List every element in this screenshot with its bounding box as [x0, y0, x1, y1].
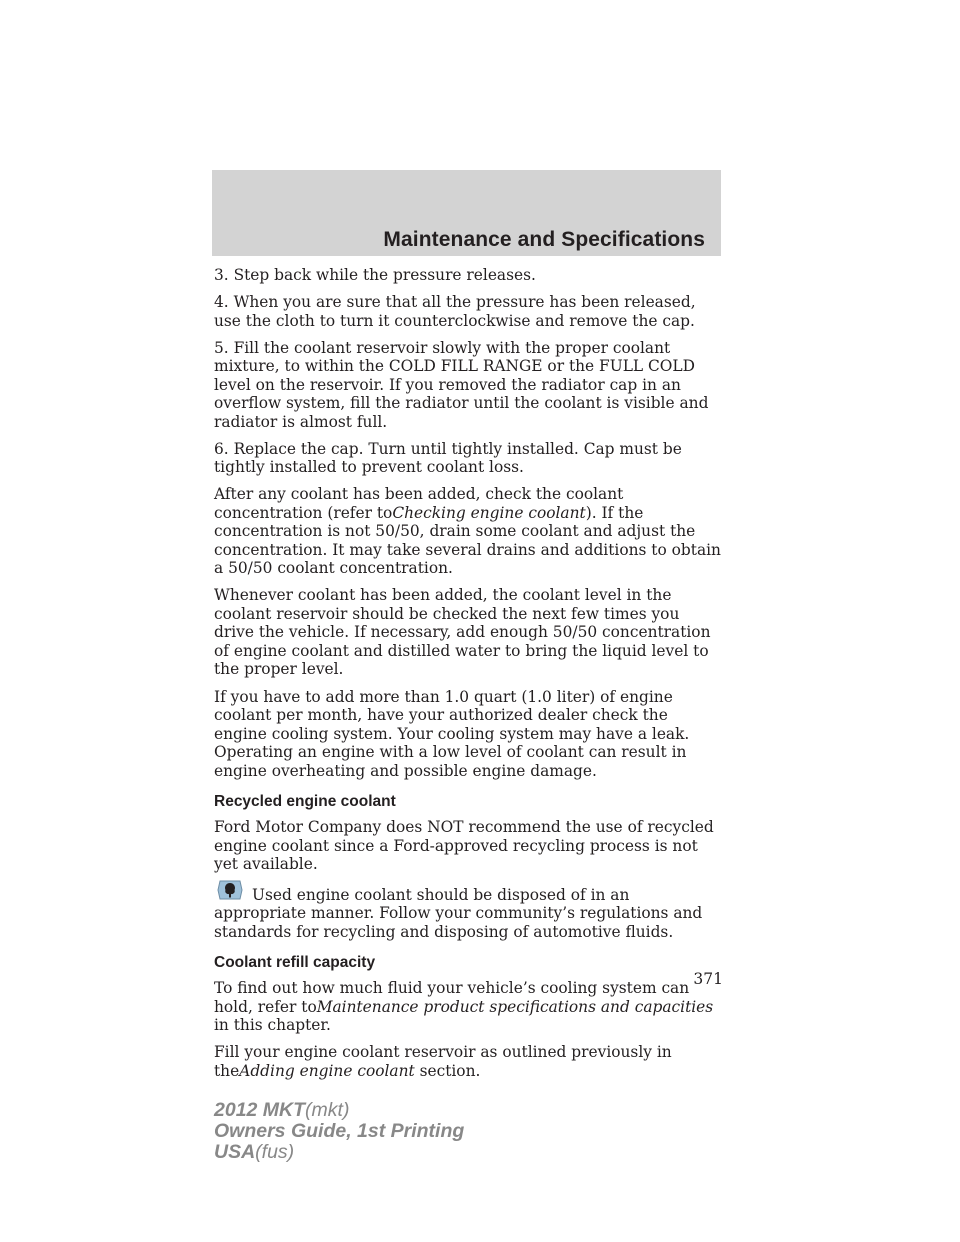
cross-reference: Checking engine coolant — [392, 503, 586, 522]
footer-line: 2012 MKT(mkt) — [214, 1099, 350, 1121]
page-number: 371 — [693, 970, 723, 988]
section-header — [212, 170, 721, 256]
paragraph: Ford Motor Company does NOT recommend the use of recycled engine coolant since a Ford-approved recycling process is not yet available. — [214, 818, 714, 874]
page-body — [214, 266, 724, 1089]
paragraph: 6. Replace the cap. Turn until tightly installed. Cap must be tightly installed to prevent coolant loss. — [214, 439, 682, 477]
cross-reference: Adding engine coolant — [239, 1061, 415, 1080]
footer-line: Owners Guide, 1st Printing — [214, 1120, 465, 1142]
paragraph: 4. When you are sure that all the pressure has been released, use the cloth to turn it counterclockwise and remove the cap. — [214, 293, 696, 330]
paragraph: 3. Step back while the pressure releases. — [214, 266, 536, 284]
paragraph: Fill your engine coolant reservoir as outlined previously in theAdding engine coolant section. — [214, 1043, 672, 1080]
paragraph: If you have to add more than 1.0 quart (1.0 liter) of engine coolant per month, have your authorized dealer check the engine cooling system. Your cooling system may have a leak. Operating an engine with a low level of coolant can result in engine overheating and possible engine damage. — [214, 687, 690, 780]
section-heading: Coolant refill capacity — [214, 954, 376, 972]
paragraph: Whenever coolant has been added, the coolant level in the coolant reservoir should be checked the next few times you drive the vehicle. If necessary, add enough 50/50 concentration of engine coolant and distilled water to bring the liquid level to the proper level. — [214, 586, 711, 679]
footer-line: USA(fus) — [214, 1141, 295, 1163]
tree-icon — [216, 879, 244, 901]
paragraph: To find out how much fluid your vehicle’s cooling system can hold, refer toMaintenance product specifications and capacities in this chapter. — [214, 979, 714, 1035]
section-title: Maintenance and Specifications — [383, 228, 705, 251]
paragraph: After any coolant has been added, check the coolant concentration (refer toChecking engine coolant). If the concentration is not 50/50, drain some coolant and adjust the concentration. It may take several drains and additions to obtain a 50/50 coolant concentration. — [214, 485, 721, 578]
paragraph: 5. Fill the coolant reservoir slowly with the proper coolant mixture, to within the COLD FILL RANGE or the FULL COLD level on the reservoir. If you removed the radiator cap in an overflow system, fill the radiator until the coolant is visible and radiator is almost full. — [214, 338, 709, 431]
section-heading: Recycled engine coolant — [214, 793, 396, 811]
print-footer — [214, 1100, 464, 1163]
cross-reference: Maintenance product specifications and capacities — [316, 997, 714, 1016]
environment-note: Used engine coolant should be disposed of in an appropriate manner. Follow your community’s regulations and standards for recycling and disposing of automotive fluids. — [214, 886, 724, 942]
